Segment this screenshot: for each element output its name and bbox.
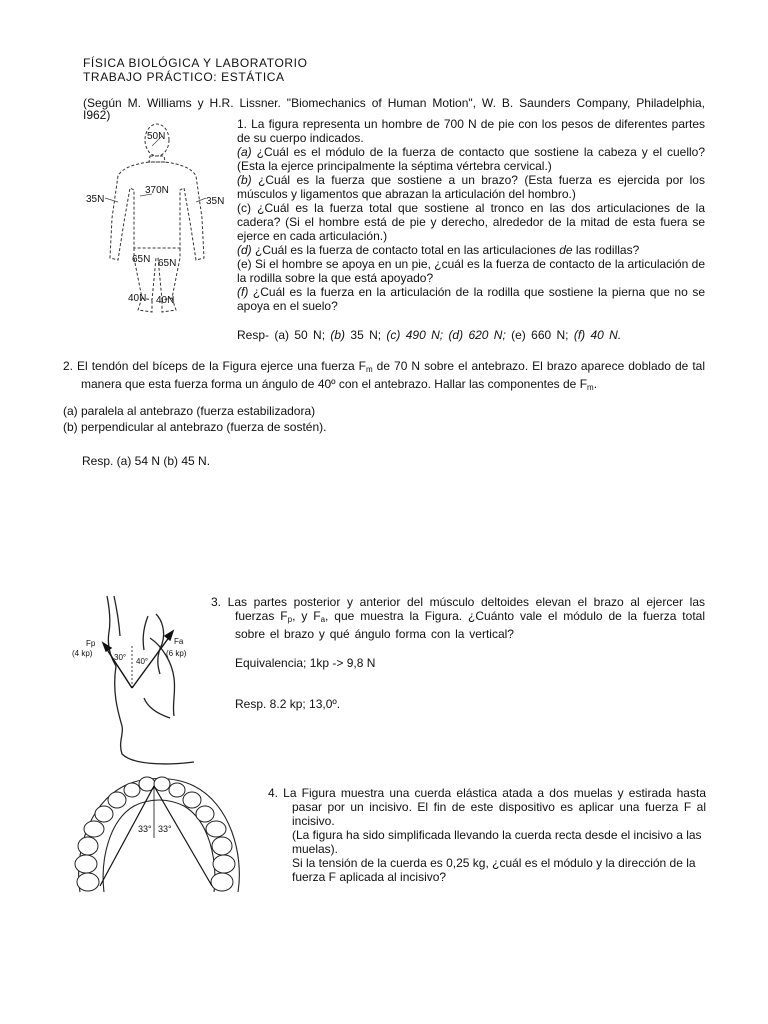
force-fa-value: (6 kp) — [166, 649, 187, 658]
q1-part-f: (f) ¿Cuál es la fuerza en la articulación de la rodilla que sostiene la pierna que no se apoya en el suelo? — [237, 285, 705, 313]
assignment-title: TRABAJO PRÁCTICO: ESTÁTICA — [83, 70, 285, 84]
trunk-weight-label: 370N — [145, 185, 169, 196]
q1-part-b-tag: (b) — [237, 173, 252, 187]
angle-40-label: 40° — [136, 657, 149, 666]
tooth-angle-right-label: 33° — [158, 824, 172, 834]
q1-part-a-tag: (a) — [237, 145, 252, 159]
q1-answer: Resp- (a) 50 N; (b) 35 N; (c) 490 N; (d) 620 N; (e) 660 N; (f) 40 N. — [237, 328, 622, 342]
question-3: 3. Las partes posterior y anterior del músculo deltoides elevan el brazo al ejercer las fuerzas $F_p$, y $F_a$, que muestra la Figura. ¿Cuánto vale el módulo de la fuerza total sobre el brazo y qué ángulo forma con la vertical? — [211, 595, 705, 641]
question-4 — [268, 786, 706, 884]
dental-arch-figure — [74, 774, 244, 898]
deltoid-forces-figure — [62, 592, 204, 768]
q1-intro: 1. La figura representa un hombre de 700 N de pie con los pesos de diferentes partes de su cuerpo indicados. — [237, 117, 705, 145]
q2-part-b: (b) perpendicular al antebrazo (fuerza de sostén). — [63, 420, 327, 434]
q4-note: (La figura ha sido simplificada llevando la cuerda recta desde el incisivo a las muelas). — [292, 828, 702, 856]
q3-equivalence: Equivalencia; 1kp -> 9,8 N — [235, 656, 376, 670]
head-weight-label: 50N — [147, 131, 166, 142]
q3-answer: Resp. 8.2 kp; 13,0º. — [235, 697, 341, 711]
source-citation: (Según M. Williams y H.R. Lissner. "Biomechanics of Human Motion", W. B. Saunders Company, Philadelphia, I962) — [83, 96, 705, 122]
force-fp-label: Fp — [86, 639, 96, 648]
body-weights-figure — [82, 118, 232, 318]
angle-30-label: 30° — [114, 653, 127, 662]
question-2: 2. El tendón del bíceps de la Figura ejerce una fuerza $F_m$ de 70 N sobre el antebrazo. El brazo aparece doblado de tal manera que esta fuerza forma un ángulo de 40º con el antebrazo. Hallar las componentes de $F_m$. — [63, 359, 706, 392]
thigh-right-weight-label: 65N — [158, 258, 177, 269]
force-fp-value: (4 kp) — [72, 649, 93, 658]
leg-right-weight-label: 40N — [156, 295, 175, 306]
q2-answer: Resp. (a) 54 N (b) 45 N. — [82, 454, 211, 468]
tooth-angle-left-label: 33° — [138, 824, 152, 834]
q1-part-c: (c) ¿Cuál es la fuerza total que sostiene al tronco en las dos articulaciones de la cadera? (Si el hombre está de pie y derecho, alrededor de la mitad de esta fuera se ejerce en cada articulación.) — [237, 201, 705, 243]
q1-part-d: (d) ¿Cuál es la fuerza de contacto total en las articulaciones de las rodillas? — [237, 243, 640, 257]
q1-part-f-tag: (f) — [237, 285, 249, 299]
q1-part-b: (b) ¿Cuál es la fuerza que sostiene a un brazo? (Esta fuerza es ejercida por los músculos y ligamentos que abrazan la articulación del hombro.) — [237, 173, 705, 201]
q1-part-a: (a) ¿Cuál es el módulo de la fuerza de contacto que sostiene la cabeza y el cuello? (Esta la ejerce principalmente la séptima vértebra cervical.) — [237, 145, 705, 173]
question-1 — [237, 117, 705, 313]
q2-part-a: (a) paralela al antebrazo (fuerza estabilizadora) — [63, 404, 316, 418]
arm-left-weight-label: 35N — [86, 194, 105, 205]
course-title: FÍSICA BIOLÓGICA Y LABORATORIO — [83, 56, 308, 70]
q1-part-d-tag: (d) — [237, 243, 252, 257]
q4-statement: 4. La Figura muestra una cuerda elástica atada a dos muelas y estirada hasta pasar por un incisivo. El fin de este dispositivo es aplicar una fuerza F al incisivo. — [268, 786, 706, 828]
q4-question: Si la tensión de la cuerda es 0,25 kg, ¿cuál es el módulo y la dirección de la fuerza F aplicada al incisivo? — [292, 856, 696, 884]
thigh-left-weight-label: 65N — [132, 254, 151, 265]
leg-left-weight-label: 40N — [128, 293, 147, 304]
arm-right-weight-label: 35N — [206, 196, 225, 207]
force-fa-label: Fa — [174, 637, 184, 646]
q1-part-e: (e) Si el hombre se apoya en un pie, ¿cuál es la fuerza de contacto de la articulación de la rodilla sobre la que está apoyado? — [237, 257, 705, 285]
